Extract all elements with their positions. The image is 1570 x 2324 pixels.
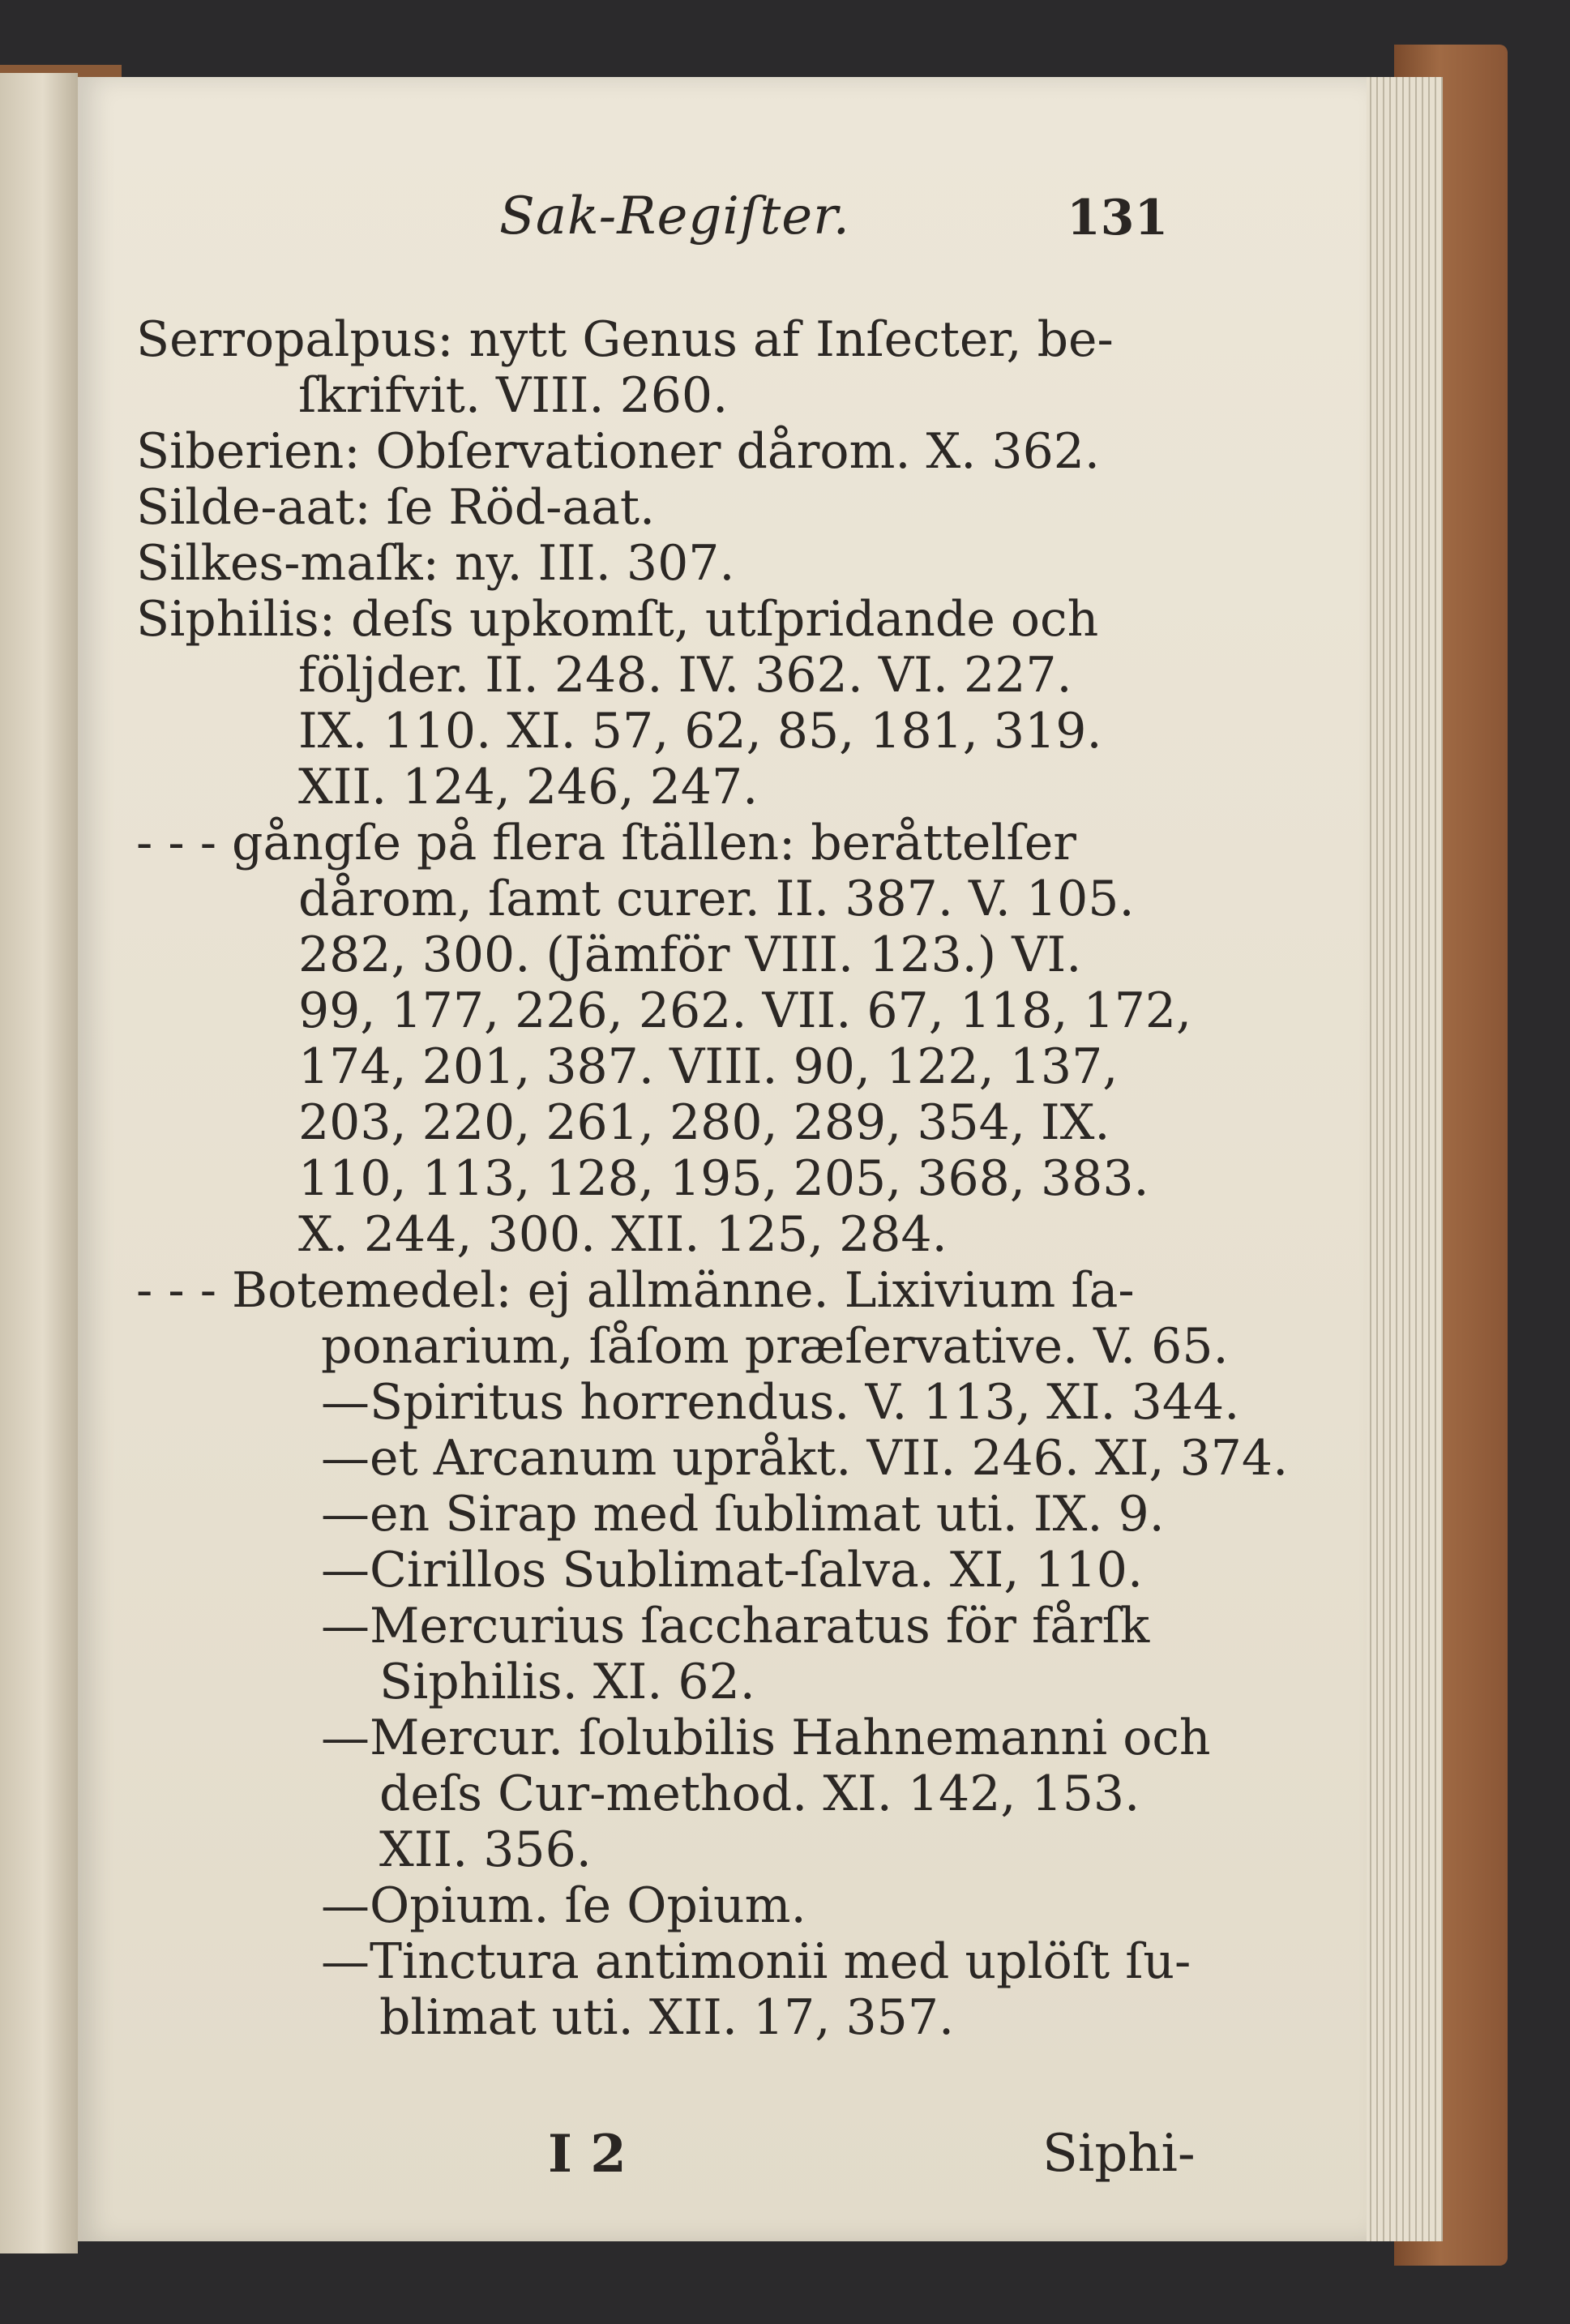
signature-mark: I 2 xyxy=(548,2124,627,2185)
index-line: blimat uti. XII. 17, 357. xyxy=(379,1989,955,2046)
index-line: XII. 124, 246, 247. xyxy=(298,759,759,815)
index-line: —Mercur. ſolubilis Hahnemanni och xyxy=(321,1710,1211,1766)
index-line: Siphilis. XI. 62. xyxy=(379,1654,755,1710)
index-line: - - - gångſe på flera ſtällen: beråttelſer xyxy=(136,815,1076,871)
index-line: —Tinctura antimonii med uplöſt ſu- xyxy=(321,1933,1191,1990)
index-line: Silde-aat: ſe Röd-aat. xyxy=(136,479,656,536)
catchword: Siphi- xyxy=(1042,2124,1196,2184)
page-footer xyxy=(78,2124,1375,2189)
index-line: Serropalpus: nytt Genus af Inſecter, be- xyxy=(136,311,1114,368)
index-line: —Opium. ſe Opium. xyxy=(321,1877,806,1934)
index-line: följder. II. 248. IV. 362. VI. 227. xyxy=(298,647,1072,704)
index-line: - - - Botemedel: ej allmänne. Lixivium ſa- xyxy=(136,1262,1135,1319)
index-line: —Cirillos Sublimat-ſalva. XI, 110. xyxy=(321,1542,1144,1599)
index-line: ſkrifvit. VIII. 260. xyxy=(298,367,729,424)
index-line: Siberien: Obſervationer dårom. X. 362. xyxy=(136,423,1100,480)
index-line: ponarium, ſåſom præſervative. V. 65. xyxy=(321,1318,1229,1375)
index-line: XII. 356. xyxy=(379,1821,592,1878)
index-line: X. 244, 300. XII. 125, 284. xyxy=(298,1206,948,1263)
index-line: 174, 201, 387. VIII. 90, 122, 137, xyxy=(298,1038,1119,1095)
index-entries xyxy=(136,311,1289,2046)
index-line: 99, 177, 226, 262. VII. 67, 118, 172, xyxy=(298,982,1192,1039)
page-number: 131 xyxy=(1067,190,1169,246)
index-line: —en Sirap med ſublimat uti. IX. 9. xyxy=(321,1486,1165,1543)
index-line: 282, 300. (Jämför VIII. 123.) VI. xyxy=(298,927,1082,983)
index-line: —Spiritus horrendus. V. 113, XI. 344. xyxy=(321,1374,1240,1431)
index-line: 203, 220, 261, 280, 289, 354, IX. xyxy=(298,1094,1110,1151)
index-line: —et Arcanum upråkt. VII. 246. XI, 374. xyxy=(321,1430,1289,1487)
left-page-edge xyxy=(0,73,78,2253)
index-line: deſs Cur-method. XI. 142, 153. xyxy=(379,1765,1140,1822)
running-header xyxy=(78,186,1375,259)
page-title: Sak-Regiſter. xyxy=(499,186,850,246)
index-line: Silkes-maſk: ny. III. 307. xyxy=(136,535,735,592)
index-line: Siphilis: deſs upkomſt, utſpridande och xyxy=(136,591,1099,648)
index-line: 110, 113, 128, 195, 205, 368, 383. xyxy=(298,1150,1149,1207)
index-line: —Mercurius ſaccharatus för fårſk xyxy=(321,1598,1150,1654)
index-line: IX. 110. XI. 57, 62, 85, 181, 319. xyxy=(298,703,1102,760)
index-line: dårom, ſamt curer. II. 387. V. 105. xyxy=(298,871,1135,927)
